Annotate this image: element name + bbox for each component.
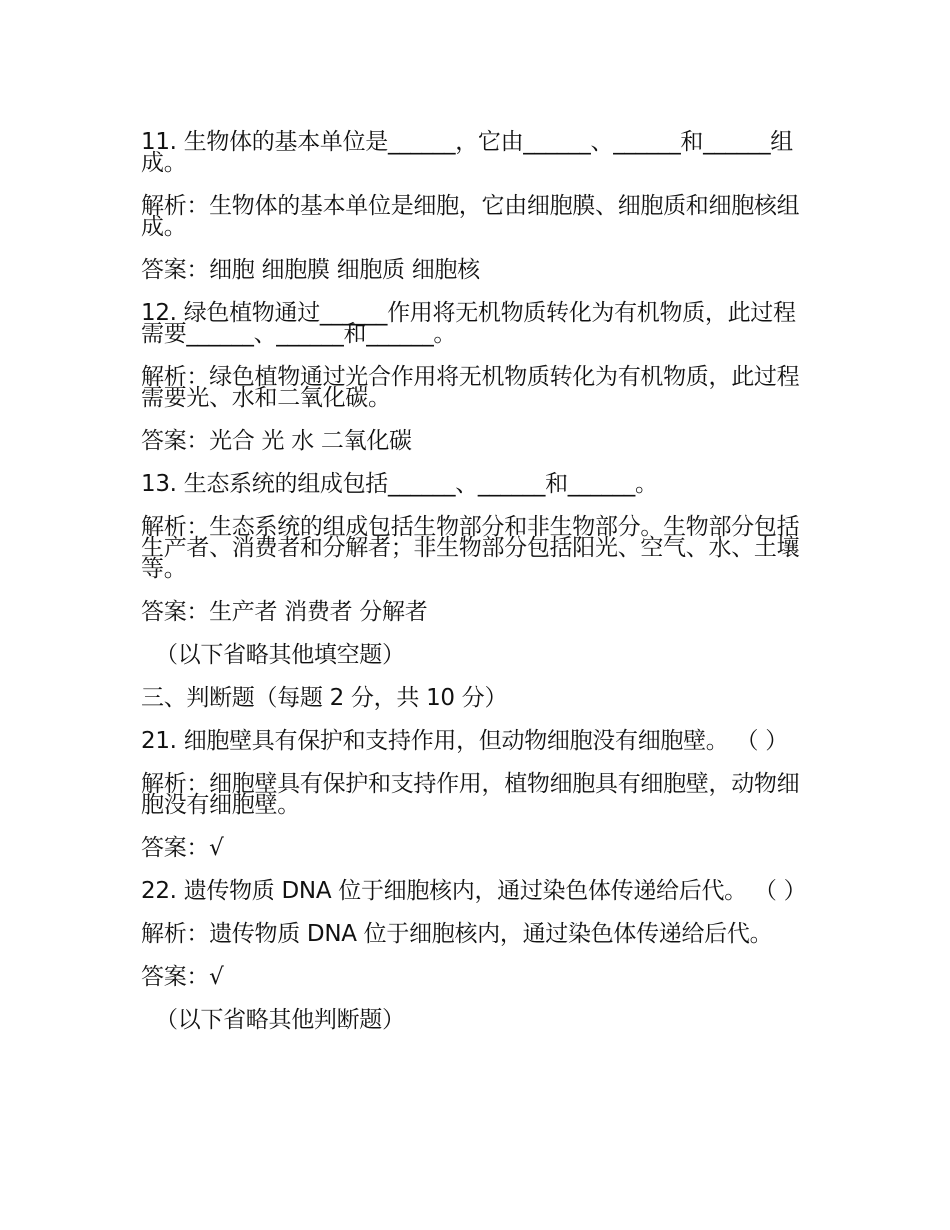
answer-13: 答案：生产者 消费者 分解者 xyxy=(141,599,428,625)
answer-21: 答案：√ xyxy=(141,835,224,861)
analysis-13: 解析：生态系统的组成包括生物部分和非生物部分。生物部分包括生产者、消费者和分解者；非生物部分包括阳光、空气、水、土壤等。 xyxy=(141,514,800,582)
analysis-12: 解析：绿色植物通过光合作用将无机物质转化为有机物质，此过程需要光、水和二氧化碳。 xyxy=(141,364,800,411)
question-12: 12. 绿色植物通过______作用将无机物质转化为有机物质，此过程需要______、______和______。 xyxy=(141,300,796,347)
analysis-22: 解析：遗传物质 DNA 位于细胞核内，通过染色体传递给后代。 xyxy=(141,921,773,947)
analysis-11: 解析：生物体的基本单位是细胞，它由细胞膜、细胞质和细胞核组成。 xyxy=(141,193,800,240)
note-tf-omitted: （以下省略其他判断题） xyxy=(155,1007,405,1033)
question-13: 13. 生态系统的组成包括______、______和______。 xyxy=(141,471,658,497)
question-22: 22. 遗传物质 DNA 位于细胞核内，通过染色体传递给后代。 （ ） xyxy=(141,878,807,904)
note-fill-omitted: （以下省略其他填空题） xyxy=(155,642,405,668)
answer-22: 答案：√ xyxy=(141,964,224,990)
section-heading-true-false: 三、判断题（每题 2 分，共 10 分） xyxy=(141,685,508,711)
analysis-21: 解析：细胞壁具有保护和支持作用，植物细胞具有细胞壁，动物细胞没有细胞壁。 xyxy=(141,771,800,818)
answer-11: 答案：细胞 细胞膜 细胞质 细胞核 xyxy=(141,257,480,283)
answer-12: 答案：光合 光 水 二氧化碳 xyxy=(141,428,412,454)
question-21: 21. 细胞壁具有保护和支持作用，但动物细胞没有细胞壁。 （ ） xyxy=(141,728,788,754)
document-page xyxy=(141,129,813,1053)
question-11: 11. 生物体的基本单位是______，它由______、______和______组成。 xyxy=(141,129,793,176)
